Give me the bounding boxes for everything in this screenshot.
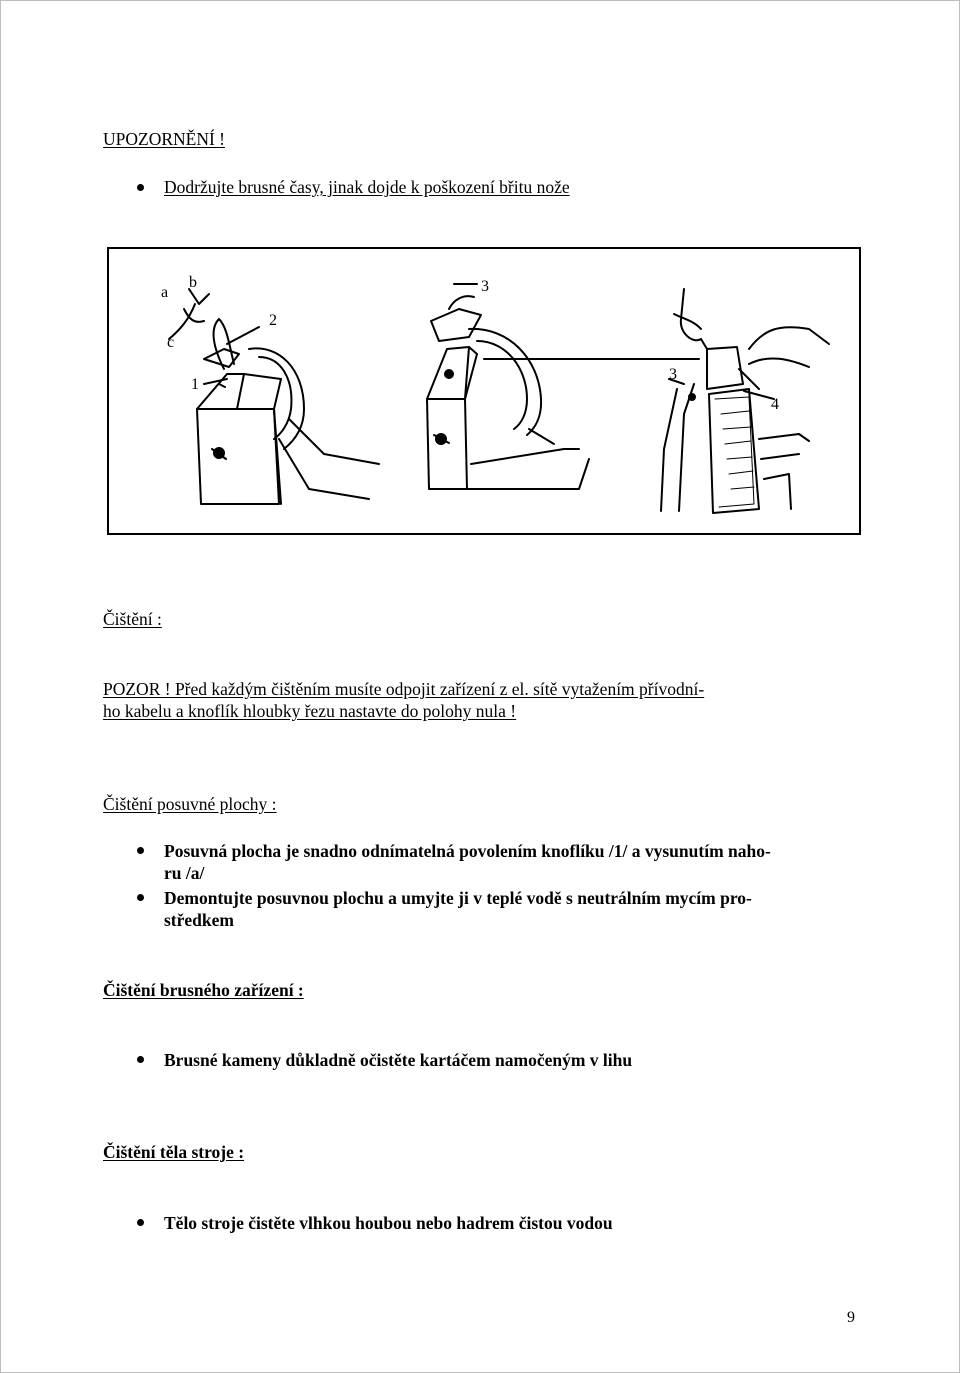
bullet-icon	[137, 1056, 144, 1063]
label-3b: 3	[669, 366, 677, 383]
label-b: b	[189, 274, 197, 291]
label-4: 4	[771, 396, 779, 413]
label-1: 1	[191, 376, 199, 393]
label-a: a	[161, 284, 169, 301]
bullet-icon	[137, 184, 144, 191]
bullet-icon	[137, 894, 144, 901]
sliding-plate-bullet1-line1: Posuvná plocha je snadno odnímatelná povolením knoflíku /1/ a vysunutím naho-	[164, 841, 771, 861]
body-heading: Čištění těla stroje :	[103, 1142, 245, 1162]
warning-heading: UPOZORNĚNÍ !	[103, 129, 226, 149]
sliding-plate-heading: Čištění posuvné plochy :	[103, 794, 277, 814]
grinder-heading: Čištění brusného zařízení :	[103, 980, 304, 1000]
cleaning-warning-line1: POZOR ! Před každým čištěním musíte odpojit zařízení z el. sítě vytažením přívodní-	[103, 679, 705, 699]
body-bullet-text: Tělo stroje čistěte vlhkou houbou nebo hadrem čistou vodou	[164, 1213, 613, 1233]
grinder-bullet-text: Brusné kameny důkladně očistěte kartáčem namočeným v lihu	[164, 1050, 633, 1070]
warning-bullet-text: Dodržujte brusné časy, jinak dojde k poškození břitu nože	[164, 177, 570, 197]
label-3: 3	[481, 278, 489, 295]
page-number: 9	[847, 1309, 855, 1326]
bullet-icon	[137, 1219, 144, 1226]
cleaning-heading: Čištění :	[103, 609, 162, 629]
label-2: 2	[269, 312, 277, 329]
sliding-plate-bullet1-line2: ru /a/	[164, 863, 205, 883]
cleaning-warning-line2: ho kabelu a knoflík hloubky řezu nastavte do polohy nula !	[103, 701, 517, 721]
drawing-middle	[427, 284, 589, 489]
label-c: c	[167, 334, 175, 351]
sharpener-illustration	[109, 249, 859, 533]
illustration-frame	[107, 247, 861, 535]
sliding-plate-bullet2-line2: středkem	[164, 910, 234, 930]
bullet-icon	[137, 847, 144, 854]
sliding-plate-bullet2-line1: Demontujte posuvnou plochu a umyjte ji v teplé vodě s neutrálním mycím pro-	[164, 888, 752, 908]
